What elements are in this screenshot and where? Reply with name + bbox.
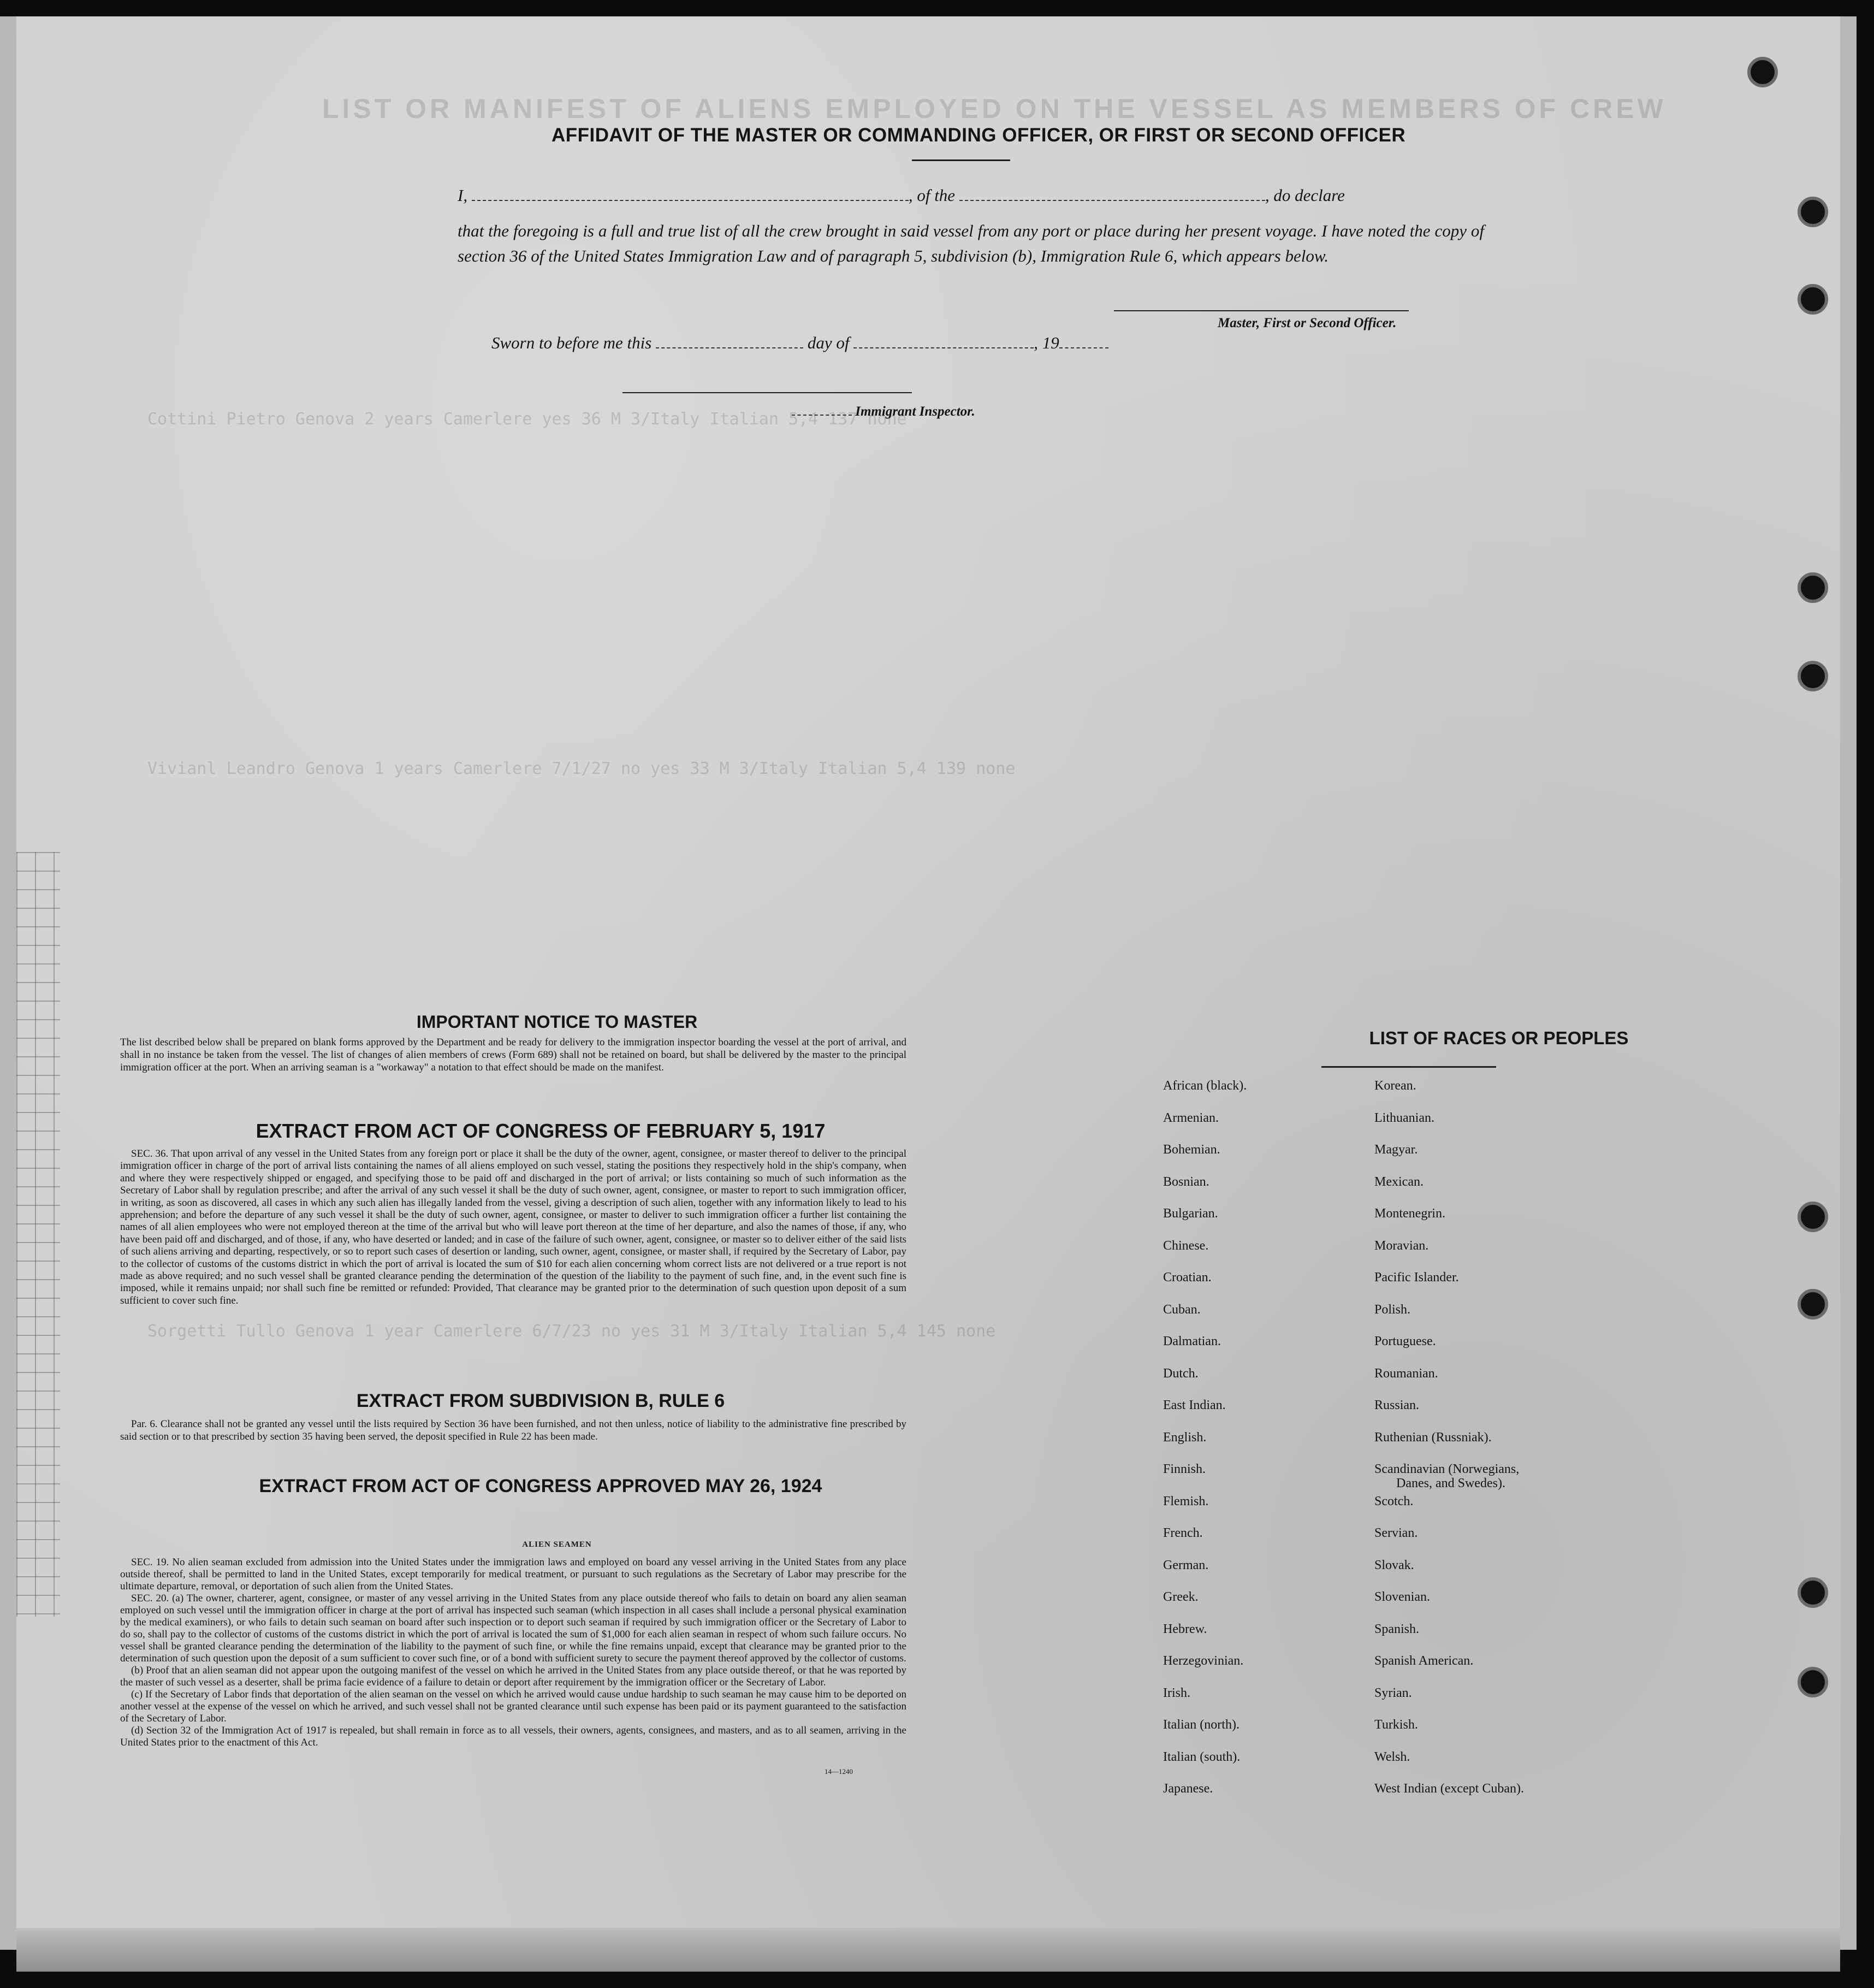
race-item: Chinese. xyxy=(1163,1238,1209,1253)
binder-hole xyxy=(1747,57,1778,87)
declare-of: , of the xyxy=(908,186,956,205)
declare-end: , do declare xyxy=(1265,186,1345,205)
right-page-edge xyxy=(1840,16,1857,1950)
sworn-prefix: Sworn to before me this xyxy=(491,333,652,352)
inspector-label: Immigrant Inspector. xyxy=(855,404,975,419)
race-item: Dalmatian. xyxy=(1163,1334,1221,1348)
race-item: Cuban. xyxy=(1163,1302,1201,1317)
bleed-through-row: Cottini Pietro Genova 2 years Camerlere yes 36 M 3/Italy Italian 5,4 137 none xyxy=(147,410,907,429)
race-item: Armenian. xyxy=(1163,1110,1219,1125)
race-item: Spanish American. xyxy=(1374,1654,1474,1668)
race-item: Moravian. xyxy=(1374,1238,1429,1253)
race-item-line: Danes, and Swedes). xyxy=(1396,1476,1505,1490)
extract-1917-title: EXTRACT FROM ACT OF CONGRESS OF FEBRUARY 5, 1917 xyxy=(256,1120,826,1142)
sec-19-text: SEC. 19. No alien seaman excluded from admission into the United States under the immigration laws and employed on board any vessel arriving in the United States from any place outside thereof, shall be permitted to land in the United States, except temporarily for medical treatment, or pursuant to such regulations as the Secretary of Labor may prescribe for the ultimate departure, removal, or deportation of such alien from the United States. xyxy=(120,1557,906,1592)
race-item: Roumanian. xyxy=(1374,1366,1438,1381)
sec-20d-text: (d) Section 32 of the Immigration Act of 1917 is repealed, but shall remain in force as to all vessels, their owners, agents, consignees, and masters, and as to all seamen, arriving in the United States prior to the enactment of this Act. xyxy=(120,1725,906,1748)
alien-seamen-subtitle: ALIEN SEAMEN xyxy=(522,1540,592,1549)
race-item: West Indian (except Cuban). xyxy=(1374,1782,1524,1796)
race-item-scandinavian xyxy=(1374,1462,1571,1494)
race-item: Irish. xyxy=(1163,1685,1190,1700)
race-item: Flemish. xyxy=(1163,1494,1209,1508)
race-item: Bulgarian. xyxy=(1163,1206,1218,1221)
declare-start: I, xyxy=(458,186,468,205)
race-item: Dutch. xyxy=(1163,1366,1199,1381)
name-blank[interactable] xyxy=(472,188,909,201)
master-signature-line xyxy=(1114,310,1409,311)
extract-1924-title: EXTRACT FROM ACT OF CONGRESS APPROVED MAY 26, 1924 xyxy=(259,1476,822,1496)
sworn-year-blank[interactable] xyxy=(1059,335,1108,348)
inspector-blank[interactable] xyxy=(792,407,852,416)
race-item: Polish. xyxy=(1374,1302,1411,1317)
race-item: Ruthenian (Russniak). xyxy=(1374,1430,1492,1445)
extract-rule6-title: EXTRACT FROM SUBDIVISION B, RULE 6 xyxy=(356,1391,725,1411)
race-item: Hebrew. xyxy=(1163,1622,1207,1636)
race-item: Italian (north). xyxy=(1163,1718,1240,1732)
affidavit-paragraph: that the foregoing is a full and true list of all the crew brought in said vessel from any port or place during her present voyage. I have noted the copy of section 36 of the United States Immigration Law and of paragraph 5, subdivision (b), Immigration Rule 6, which appears below. xyxy=(458,221,1484,265)
race-item: Japanese. xyxy=(1163,1782,1213,1796)
race-item: French. xyxy=(1163,1526,1203,1540)
races-title-rule xyxy=(1321,1066,1496,1068)
race-item: Spanish. xyxy=(1374,1622,1420,1636)
race-item: Bosnian. xyxy=(1163,1174,1209,1189)
race-item: Portuguese. xyxy=(1374,1334,1436,1348)
sec-20a-text: SEC. 20. (a) The owner, charterer, agent, consignee, or master of any vessel arriving in the United States from any place outside thereof who fails to detain on board any alien seaman employed on such vessel until the immigration officer in charge at the port of arrival has inspected such seaman (which inspection in all cases shall include a personal physical examination by the medical examiners), or who fails to detain such seaman on board after such inspection or to deport such seaman if required by such immigration officer or the Secretary of Labor to do so, shall pay to the collector of customs of the customs district in which the port of arrival is located the sum of $1,000 for each alien seaman in respect of whom such failure occurs. No vessel shall be granted clearance pending the determination of the liability to the payment of such fine, or while the fine remains unpaid, except that clearance may be granted prior to the determination of such question upon the deposit of a sum sufficient to cover such fine, or of a bond with sufficient surety to secure the payment thereof approved by the collector of customs. xyxy=(120,1593,906,1664)
vessel-blank[interactable] xyxy=(959,188,1265,201)
inspector-signature-label xyxy=(792,404,975,419)
master-signature-label: Master, First or Second Officer. xyxy=(1218,316,1397,330)
race-item: Montenegrin. xyxy=(1374,1206,1445,1221)
sec-20b-text: (b) Proof that an alien seaman did not appear upon the outgoing manifest of the vessel on which he arrived in the United States from any place outside thereof, or that he was reported by the master of such vessel as a deserter, shall be prima facie evidence of a failure to detain or deport after requirement by the immigration officer or the Secretary of Labor. xyxy=(120,1665,906,1688)
declaration-line xyxy=(458,186,1345,205)
binder-hole xyxy=(1798,1577,1828,1608)
race-item: Herzegovinian. xyxy=(1163,1654,1244,1668)
races-column-1 xyxy=(1163,1079,1371,1814)
races-title: LIST OF RACES OR PEOPLES xyxy=(1369,1028,1629,1048)
form-page xyxy=(16,16,1840,1950)
race-item: Bohemian. xyxy=(1163,1143,1220,1157)
race-item: Croatian. xyxy=(1163,1270,1212,1285)
extract-1917-text: SEC. 36. That upon arrival of any vessel in the United States from any foreign port or place it shall be the duty of the owner, agent, consignee, or master thereof to deliver to the principal immigration officer in charge of the port of arrival lists containing the names of all aliens employed on such vessel, stating the positions they respectively hold in the ship's company, when and where they were respectively shipped or engaged, and specifying those to be paid off and discharged in the port of arrival; or lists containing so much of such information as the Secretary of Labor shall by regulation prescribe; and after the arrival of any such vessel it shall be the duty of such owner, agent, consignee, or master to report to such immigration officer, in writing, as soon as discovered, all cases in which any such alien has illegally landed from the vessel, giving a description of such alien, together with any information likely to lead to his apprehension; and before the departure of any such vessel it shall be the duty of such owner, agent, consignee, or master to deliver to such immigration officer a further list containing the names of all alien employees who were not employed thereon at the time of the arrival but who will leave port thereon at the time of her departure, and also the names of those, if any, who have been paid off and discharged, and of those, if any, who have deserted or landed; and in case of the failure of such owner, agent, consignee, or master so to deliver either of the said lists of such aliens arriving and departing, respectively, or so to report such cases of desertion or landing, such owner, agent, consignee, or master shall, if required by the Secretary of Labor, pay to the collector of customs of the customs district in which the port of arrival is located the sum of $10 for each alien concerning whom correct lists are not delivered or a true report is not made as above required; and no such vessel shall be granted clearance pending the determination of the question of the liability to the payment of such fine, and, in the event such fine is imposed, while it remains unpaid; nor shall such fine be remitted or refunded: Provided, That clearance may be granted prior to the determination of such question upon deposit of a sum sufficient to cover such fine. xyxy=(120,1148,906,1306)
binder-hole xyxy=(1798,572,1828,603)
race-item-line: Scandinavian (Norwegians, xyxy=(1374,1462,1520,1476)
form-number: 14—1240 xyxy=(825,1767,853,1776)
binder-hole xyxy=(1798,1667,1828,1697)
sworn-day-blank[interactable] xyxy=(656,335,803,348)
race-item: Welsh. xyxy=(1374,1749,1410,1764)
binder-hole xyxy=(1798,284,1828,315)
race-item: Turkish. xyxy=(1374,1718,1418,1732)
affidavit-title: AFFIDAVIT OF THE MASTER OR COMMANDING OFFICER, OR FIRST OR SECOND OFFICER xyxy=(551,125,1406,146)
sworn-line xyxy=(491,333,1108,353)
race-item: Servian. xyxy=(1374,1526,1418,1540)
binder-hole xyxy=(1798,1202,1828,1232)
race-item: Russian. xyxy=(1374,1398,1420,1412)
race-item: Scotch. xyxy=(1374,1494,1414,1508)
notice-text: The list described below shall be prepared on blank forms approved by the Department and be ready for delivery to the immigration inspector boarding the vessel at the port of arrival, and shall in no instance be taken from the vessel. The list of changes of alien members of crews (Form 689) shall not be retained on board, but shall be delivered by the master to the principal immigration officer at the port. When an arriving seaman is a "workaway" a notation to that effect should be made on the manifest. xyxy=(120,1037,906,1073)
bleed-through-row: Vivianl Leandro Genova 1 years Camerlere 7/1/27 no yes 33 M 3/Italy Italian 5,4 139 none xyxy=(147,759,1016,778)
race-item: Italian (south). xyxy=(1163,1749,1241,1764)
race-item: English. xyxy=(1163,1430,1207,1445)
race-item: German. xyxy=(1163,1558,1209,1572)
bleed-through-row: Sorgetti Tullo Genova 1 year Camerlere 6/7/23 no yes 31 M 3/Italy Italian 5,4 145 none xyxy=(147,1322,996,1341)
race-item: Finnish. xyxy=(1163,1462,1206,1476)
race-item: Slovenian. xyxy=(1374,1590,1430,1604)
binder-hole xyxy=(1798,661,1828,691)
race-item: Korean. xyxy=(1374,1079,1416,1093)
race-item: Slovak. xyxy=(1374,1558,1414,1572)
race-item: African (black). xyxy=(1163,1079,1247,1093)
bottom-page-edge xyxy=(16,1928,1840,1972)
sworn-month-blank[interactable] xyxy=(853,335,1034,348)
inspector-signature-line xyxy=(622,392,912,393)
bleed-through-heading: LIST OR MANIFEST OF ALIENS EMPLOYED ON THE VESSEL AS MEMBERS OF CREW xyxy=(322,93,1667,124)
sec-20c-text: (c) If the Secretary of Labor finds that deportation of the alien seaman on the vessel on which he arrived would cause undue hardship to such seaman he may cause him to be deported on another vessel at the expense of the vessel on which he arrived, and such vessel shall not be granted clearance until such expense has been paid or its payment guaranteed to the satisfaction of the Secretary of Labor. xyxy=(120,1689,906,1724)
title-rule xyxy=(912,159,1010,161)
race-item: Magyar. xyxy=(1374,1143,1418,1157)
sworn-year-label: , 19 xyxy=(1034,333,1059,352)
race-item: Pacific Islander. xyxy=(1374,1270,1459,1285)
races-column-2 xyxy=(1374,1079,1582,1814)
extract-1924-text xyxy=(120,1557,906,1749)
sworn-day-label: day of xyxy=(807,333,850,352)
race-item: Lithuanian. xyxy=(1374,1110,1434,1125)
race-item: Greek. xyxy=(1163,1590,1199,1604)
notice-title: IMPORTANT NOTICE TO MASTER xyxy=(416,1012,698,1032)
extract-rule6-text: Par. 6. Clearance shall not be granted any vessel until the lists required by Section 36 have been furnished, and not then unless, notice of liability to the administrative fine prescribed by said section or to that prescribed by section 35 having been served, the deposit specified in Rule 22 has been made. xyxy=(120,1418,906,1442)
race-item: Syrian. xyxy=(1374,1685,1412,1700)
binder-hole xyxy=(1798,1289,1828,1320)
race-item: Mexican. xyxy=(1374,1174,1424,1189)
grid-mark xyxy=(16,852,60,1617)
race-item: East Indian. xyxy=(1163,1398,1226,1412)
binder-hole xyxy=(1798,197,1828,227)
